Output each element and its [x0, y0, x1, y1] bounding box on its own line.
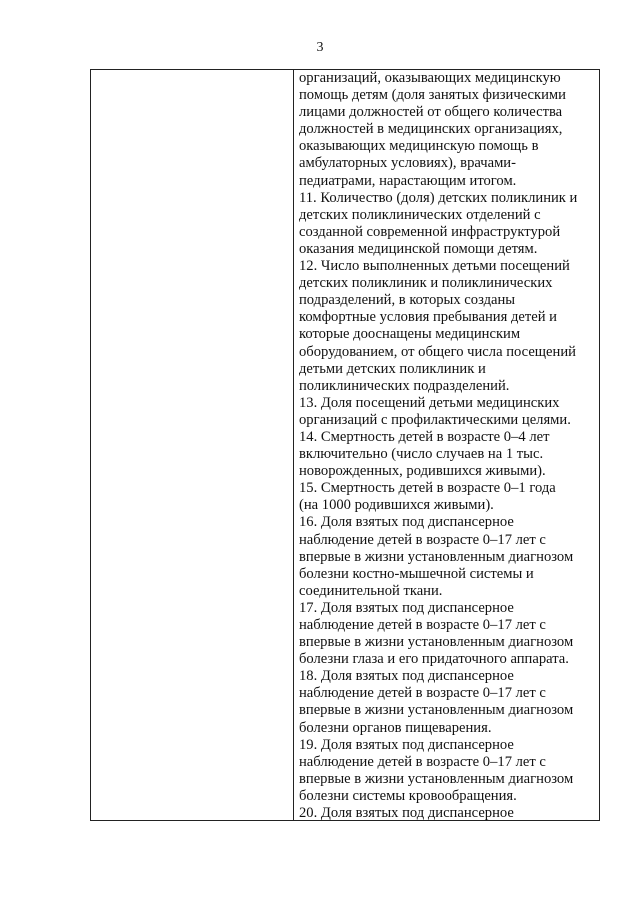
text-line: наблюдение детей в возрасте 0–17 лет с: [299, 531, 546, 548]
text-line: 17. Доля взятых под диспансерное: [299, 599, 514, 616]
text-line: впервые в жизни установленным диагнозом: [299, 634, 574, 651]
table-right-cell: [299, 70, 595, 822]
text-line: оборудованием, от общего числа посещений: [299, 343, 576, 360]
text-line: 16. Доля взятых под диспансерное: [299, 514, 514, 531]
text-line: наблюдение детей в возрасте 0–17 лет с: [299, 753, 546, 770]
text-line: 14. Смертность детей в возрасте 0–4 лет: [299, 428, 550, 445]
text-line: (на 1000 родившихся живыми).: [299, 497, 494, 514]
table-column-divider: [293, 70, 294, 820]
text-line: 15. Смертность детей в возрасте 0–1 года: [299, 480, 556, 497]
text-line: педиатрами, нарастающим итогом.: [299, 172, 517, 189]
text-line: болезни костно-мышечной системы и: [299, 565, 534, 582]
text-line: наблюдение детей в возрасте 0–17 лет с: [299, 617, 546, 633]
text-line: детских поликлиник и поликлинических: [299, 275, 553, 292]
text-line: подразделений, в которых созданы: [299, 292, 516, 309]
page-number: 3: [316, 40, 324, 55]
text-line: болезни органов пищеварения.: [299, 719, 492, 736]
text-line: новорожденных, родившихся живыми).: [299, 463, 546, 480]
text-line: 18. Доля взятых под диспансерное: [299, 668, 514, 685]
text-line: детских поликлинических отделений с: [299, 206, 541, 223]
text-line: оказания медицинской помощи детям.: [299, 240, 538, 257]
text-line: 11. Количество (доля) детских поликлиник и: [299, 189, 578, 206]
text-line: амбулаторных условиях), врачами-: [299, 155, 516, 172]
text-line: впервые в жизни установленным диагнозом: [299, 702, 574, 719]
text-line: соединительной ткани.: [299, 582, 443, 599]
text-line: наблюдение детей в возрасте 0–17 лет с: [299, 685, 546, 702]
text-line: 19. Доля взятых под диспансерное: [299, 736, 514, 753]
text-line: впервые в жизни установленным диагнозом: [299, 548, 574, 565]
text-line: должностей в медицинских организациях,: [299, 121, 563, 138]
document-table: [90, 69, 600, 821]
text-line: лицами должностей от общего количества: [299, 104, 563, 121]
text-line: организаций, оказывающих медицинскую: [299, 70, 561, 86]
text-line: впервые в жизни установленным диагнозом: [299, 770, 574, 787]
text-line: которые дооснащены медицинским: [299, 326, 521, 343]
text-line: помощь детям (доля занятых физическими: [299, 87, 566, 104]
text-line: комфортные условия пребывания детей и: [299, 309, 557, 326]
text-line: поликлинических подразделений.: [299, 377, 510, 394]
text-line: 12. Число выполненных детьми посещений: [299, 258, 570, 275]
text-line: 20. Доля взятых под диспансерное: [299, 805, 514, 822]
text-line: 13. Доля посещений детьми медицинских: [299, 394, 560, 411]
text-line: созданной современной инфраструктурой: [299, 223, 561, 240]
text-line: включительно (число случаев на 1 тыс.: [299, 446, 544, 463]
text-line: организаций с профилактическими целями.: [299, 411, 571, 428]
text-line: оказывающих медицинскую помощь в: [299, 138, 539, 155]
text-line: детьми детских поликлиник и: [299, 360, 486, 377]
text-line: болезни системы кровообращения.: [299, 787, 517, 804]
text-line: болезни глаза и его придаточного аппарата.: [299, 651, 569, 668]
